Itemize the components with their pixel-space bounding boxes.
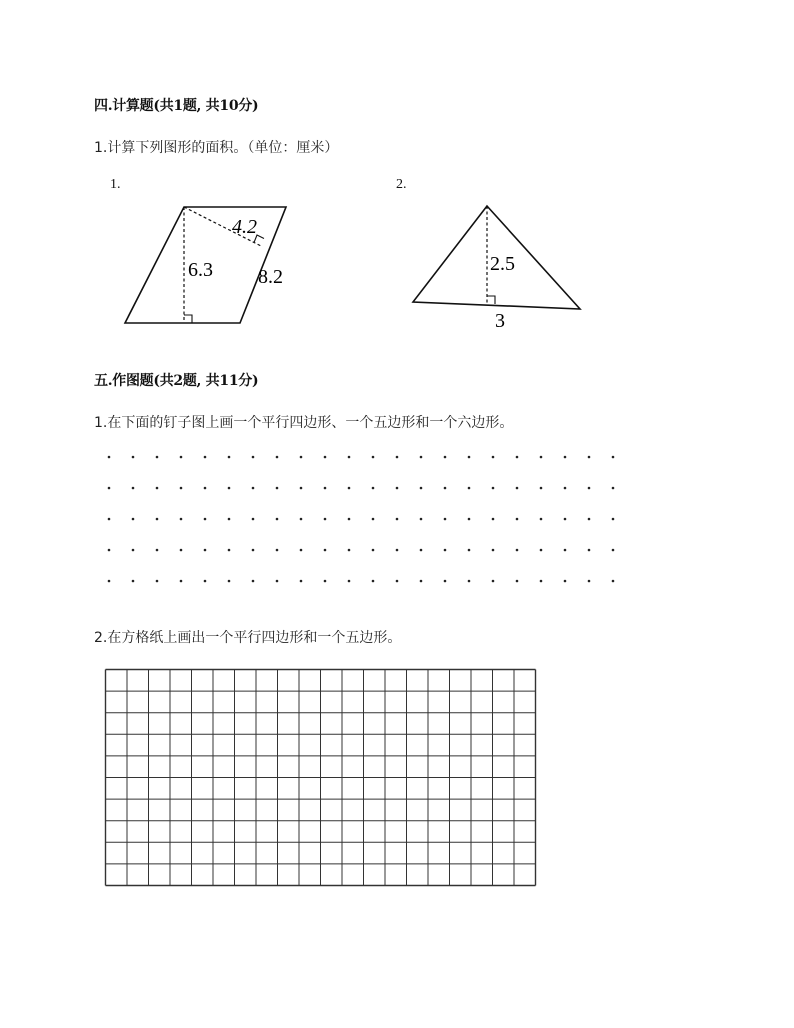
nail-dot: [348, 456, 351, 459]
nail-dot: [180, 518, 183, 521]
nail-dot: [228, 487, 231, 490]
nail-dot: [204, 487, 207, 490]
nail-dot: [468, 487, 471, 490]
nail-dot: [276, 549, 279, 552]
label-4-2: 4.2: [232, 216, 257, 238]
nail-dot: [108, 487, 111, 490]
nail-dot: [420, 518, 423, 521]
nail-dot: [228, 518, 231, 521]
nail-dot: [348, 518, 351, 521]
nail-dot: [348, 580, 351, 583]
nail-dot: [132, 456, 135, 459]
nail-dot: [300, 518, 303, 521]
nail-dot: [300, 580, 303, 583]
nail-dot: [516, 487, 519, 490]
nail-dot: [252, 518, 255, 521]
nail-dot: [252, 549, 255, 552]
label-8-2: 8.2: [258, 266, 283, 288]
nail-dot: [132, 549, 135, 552]
nail-dot: [540, 518, 543, 521]
nail-dot: [444, 487, 447, 490]
nail-dot: [564, 456, 567, 459]
nail-dot: [324, 580, 327, 583]
nail-dot: [108, 580, 111, 583]
label-2-5: 2.5: [490, 253, 515, 275]
question-grid-paper: 2.在方格纸上画出一个平行四边形和一个五边形。: [94, 630, 402, 646]
nail-dot: [492, 487, 495, 490]
nail-dot: [276, 456, 279, 459]
nail-dot: [156, 549, 159, 552]
nail-dot: [372, 518, 375, 521]
nail-dot: [252, 487, 255, 490]
nail-dot: [612, 487, 615, 490]
nail-dot: [612, 518, 615, 521]
nail-dot: [612, 549, 615, 552]
nail-dot: [276, 487, 279, 490]
nail-dot: [372, 487, 375, 490]
nail-dot: [540, 487, 543, 490]
nail-dot: [324, 518, 327, 521]
nail-dot: [228, 456, 231, 459]
nail-dot: [372, 580, 375, 583]
nail-dot: [252, 456, 255, 459]
nail-dot: [108, 456, 111, 459]
nail-dot: [540, 456, 543, 459]
nail-dot: [444, 518, 447, 521]
nail-dot: [444, 580, 447, 583]
nail-dot: [420, 487, 423, 490]
nail-dot: [492, 549, 495, 552]
nail-dot: [324, 549, 327, 552]
nail-dot: [540, 580, 543, 583]
nail-dot: [276, 518, 279, 521]
label-3: 3: [495, 310, 505, 332]
nail-dot: [204, 456, 207, 459]
nail-dot: [516, 518, 519, 521]
grid-paper: [104, 668, 538, 890]
nail-dot: [276, 580, 279, 583]
nail-dot: [468, 580, 471, 583]
nail-dot: [444, 456, 447, 459]
nail-dot: [348, 549, 351, 552]
nail-dot: [468, 518, 471, 521]
figure-2-label: 2.: [396, 177, 407, 192]
nail-dot: [396, 549, 399, 552]
right-angle-mark: [487, 296, 495, 304]
nail-dot: [252, 580, 255, 583]
triangle-figure: [405, 195, 590, 335]
nail-dot: [564, 580, 567, 583]
nail-dot: [180, 487, 183, 490]
nail-dot: [564, 487, 567, 490]
nail-dot: [492, 456, 495, 459]
nail-dot: [108, 518, 111, 521]
nail-dot: [492, 518, 495, 521]
nail-dot: [180, 580, 183, 583]
nail-dot: [420, 549, 423, 552]
question-calc-area: 1.计算下列图形的面积。（单位：厘米）: [94, 140, 339, 156]
nail-dot: [132, 580, 135, 583]
nail-dot: [156, 456, 159, 459]
nail-dot: [180, 549, 183, 552]
nail-dot: [228, 580, 231, 583]
nail-dot: [516, 580, 519, 583]
label-6-3: 6.3: [188, 259, 213, 281]
nail-dot: [540, 549, 543, 552]
section-4-heading: 四.计算题(共1题, 共10分): [94, 98, 259, 114]
nail-dot: [420, 580, 423, 583]
nail-dot: [396, 487, 399, 490]
nail-dot: [444, 549, 447, 552]
nail-dot: [588, 518, 591, 521]
parallelogram-figure: [110, 195, 300, 335]
nail-dot: [420, 456, 423, 459]
nail-dot: [372, 549, 375, 552]
nail-dot: [156, 518, 159, 521]
nail-dot: [372, 456, 375, 459]
right-angle-mark: [184, 315, 192, 323]
nail-dot: [396, 518, 399, 521]
nail-dot: [300, 456, 303, 459]
nail-board: [100, 448, 640, 588]
nail-dot: [132, 487, 135, 490]
nail-dot: [156, 580, 159, 583]
nail-dot: [612, 456, 615, 459]
nail-dot: [588, 580, 591, 583]
nail-dot: [588, 487, 591, 490]
nail-dot: [588, 456, 591, 459]
nail-dot: [204, 580, 207, 583]
nail-dot: [228, 549, 231, 552]
nail-dot: [612, 580, 615, 583]
nail-dot: [204, 518, 207, 521]
nail-dot: [588, 549, 591, 552]
nail-dot: [300, 549, 303, 552]
nail-dot: [396, 580, 399, 583]
nail-dot: [516, 456, 519, 459]
section-5-heading: 五.作图题(共2题, 共11分): [94, 373, 259, 389]
nail-dot: [180, 456, 183, 459]
nail-dot: [516, 549, 519, 552]
nail-dot: [108, 549, 111, 552]
nail-dot: [396, 456, 399, 459]
nail-dot: [324, 456, 327, 459]
nail-dot: [492, 580, 495, 583]
nail-dot: [468, 549, 471, 552]
nail-dot: [324, 487, 327, 490]
nail-dot: [132, 518, 135, 521]
nail-dot: [564, 549, 567, 552]
nail-dot: [468, 456, 471, 459]
nail-dot: [300, 487, 303, 490]
nail-dot: [204, 549, 207, 552]
figure-1-label: 1.: [110, 177, 121, 192]
question-nail-board: 1.在下面的钉子图上画一个平行四边形、一个五边形和一个六边形。: [94, 415, 514, 431]
nail-dot: [564, 518, 567, 521]
nail-dot: [156, 487, 159, 490]
nail-dot: [348, 487, 351, 490]
